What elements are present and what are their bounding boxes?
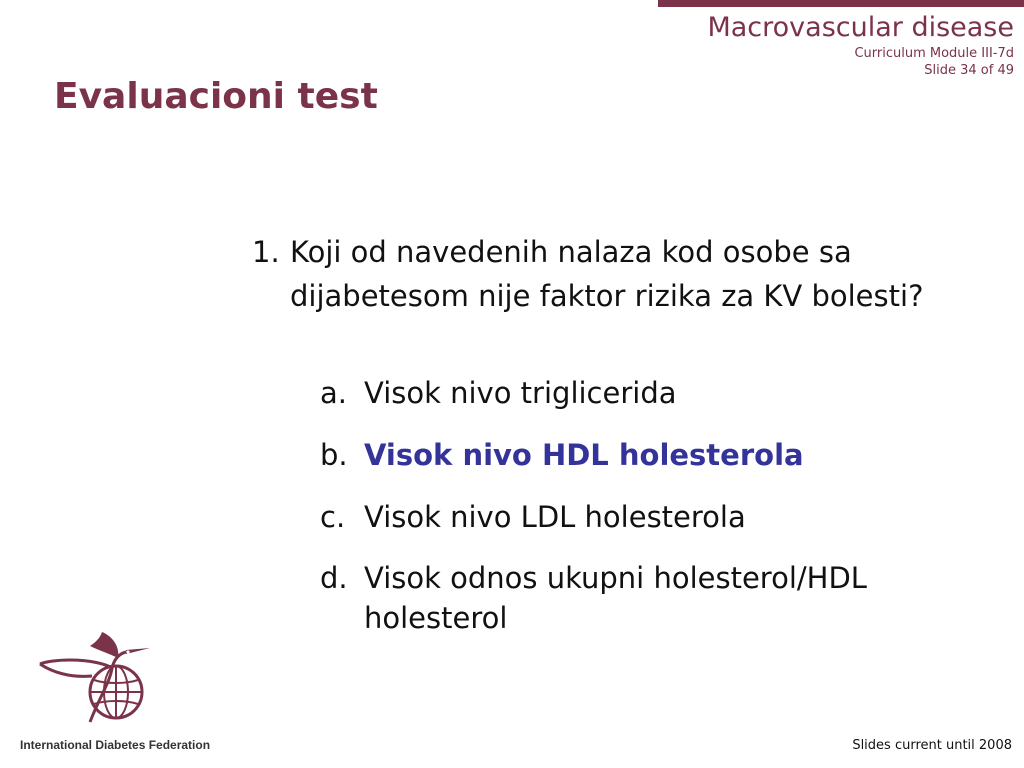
question-text: Koji od navedenih nalaza kod osobe sa dijabetesom nije faktor rizika za KV bolesti? — [290, 235, 924, 313]
option-letter: a. — [320, 376, 347, 410]
option-b-correct — [320, 434, 1000, 476]
answer-options — [320, 372, 1000, 658]
option-text: Visok odnos ukupni holesterol/HDL holesterol — [364, 561, 867, 635]
question — [252, 230, 982, 318]
idf-hummingbird-logo-icon — [30, 624, 160, 729]
question-number: 1. — [252, 235, 280, 269]
footer-note: Slides current until 2008 — [852, 738, 1012, 753]
organization-name: International Diabetes Federation — [20, 738, 211, 752]
option-a — [320, 372, 1000, 414]
option-letter: d. — [320, 561, 348, 595]
option-text: Visok nivo HDL holesterola — [364, 438, 804, 472]
option-letter: c. — [320, 500, 346, 534]
header-title: Macrovascular disease — [707, 12, 1014, 43]
page-title: Evaluacioni test — [54, 76, 378, 117]
option-text: Visok nivo triglicerida — [364, 376, 677, 410]
option-text: Visok nivo LDL holesterola — [364, 500, 746, 534]
option-c — [320, 496, 1000, 538]
option-letter: b. — [320, 438, 348, 472]
header-slide-number: Slide 34 of 49 — [924, 63, 1014, 78]
header-accent-bar — [658, 0, 1024, 7]
option-d — [320, 558, 1000, 638]
header-module: Curriculum Module III-7d — [854, 46, 1014, 61]
